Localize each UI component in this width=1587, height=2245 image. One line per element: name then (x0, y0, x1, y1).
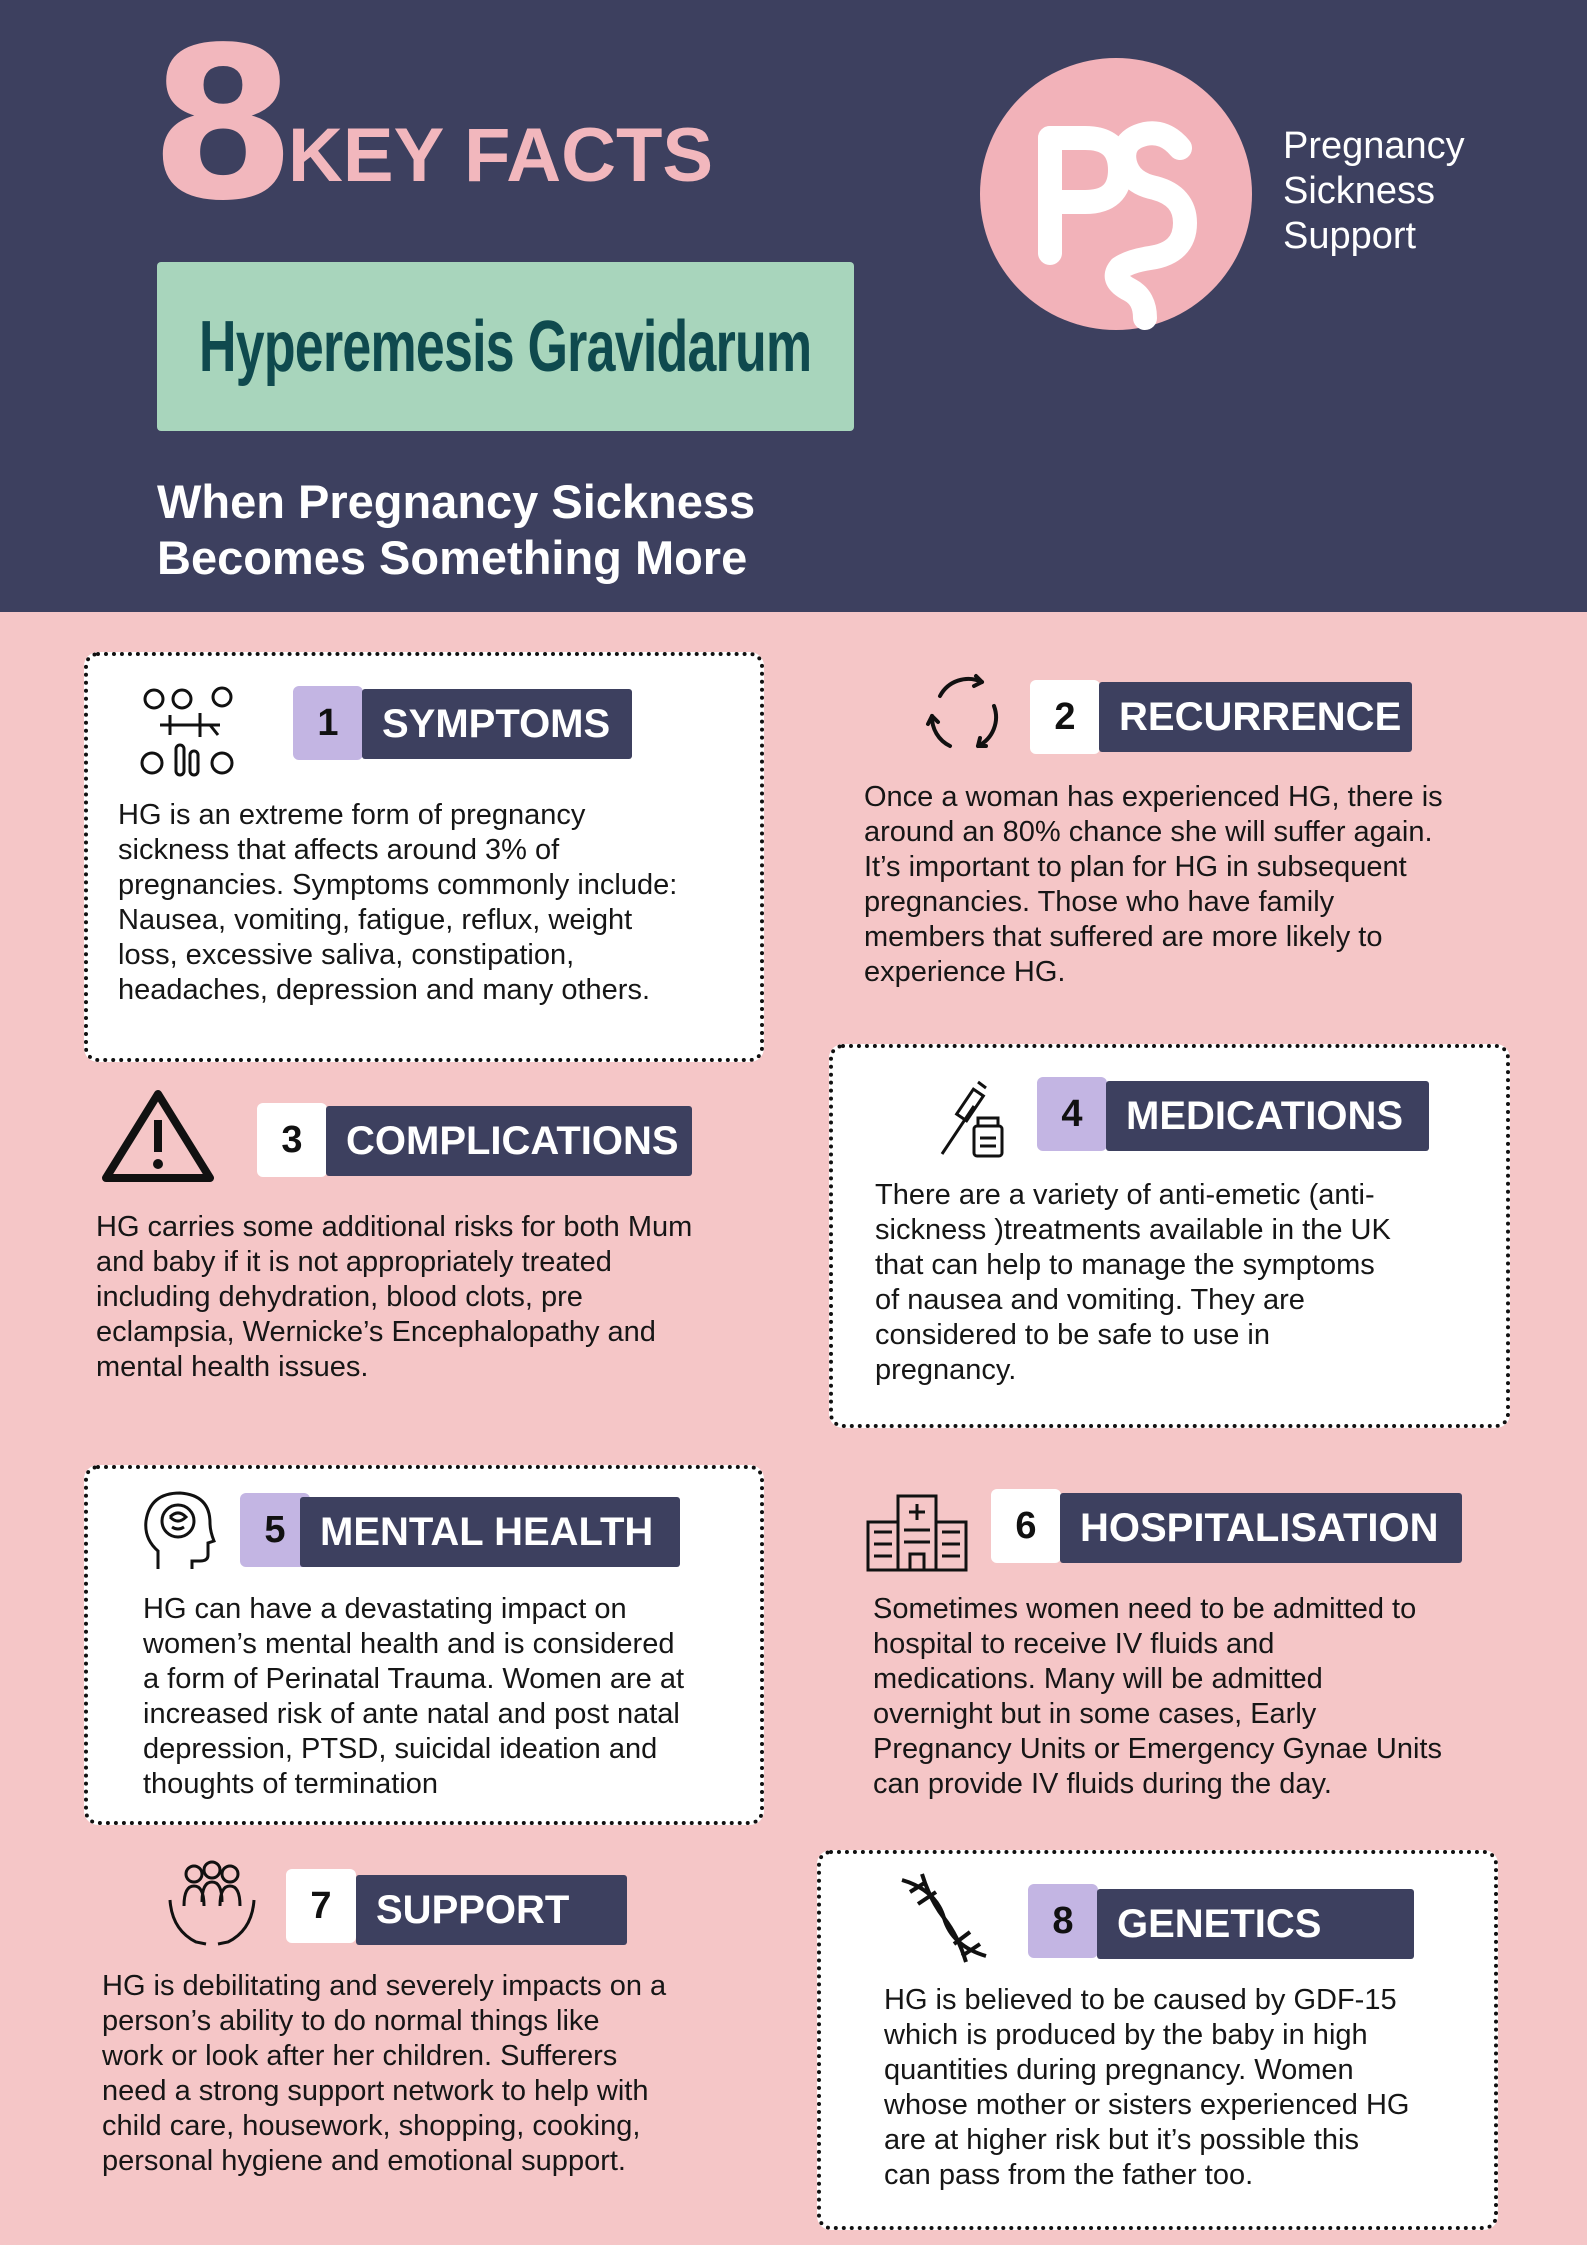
fact-number-2: 2 (1030, 680, 1100, 754)
body-line: of nausea and vomiting. They are (875, 1284, 1305, 1316)
body-line: need a strong support network to help with (102, 2075, 649, 2107)
header (0, 0, 1587, 612)
body-line: personal hygiene and emotional support. (102, 2145, 626, 2177)
body-line: Once a woman has experienced HG, there is (864, 781, 1443, 813)
warning-icon (100, 1088, 216, 1184)
recurrence-cycle-icon (920, 668, 1010, 758)
body-line: whose mother or sisters experienced HG (884, 2089, 1410, 2121)
key-facts-heading: KEY FACTS (288, 113, 714, 198)
body-line: can provide IV fluids during the day. (873, 1768, 1332, 1800)
body-line: and baby if it is not appropriately treated (96, 1246, 612, 1278)
fact-body-symptoms (118, 798, 677, 1008)
body-line: a form of Perinatal Trauma. Women are at (143, 1663, 685, 1695)
body-line: loss, excessive saliva, constipation, (118, 939, 575, 971)
fact-title-hospitalisation: HOSPITALISATION (1060, 1493, 1462, 1563)
body-line: hospital to receive IV fluids and (873, 1628, 1275, 1660)
fact-body-genetics (884, 1983, 1409, 2193)
fact-body-complications (96, 1210, 692, 1385)
body-line: which is produced by the baby in high (884, 2019, 1368, 2051)
body-line: medications. Many will be admitted (873, 1663, 1323, 1695)
logo-line-3: Support (1283, 215, 1417, 257)
body-line: experience HG. (864, 956, 1066, 988)
logo-line-1: Pregnancy (1283, 125, 1465, 167)
symptoms-icon (140, 685, 240, 785)
fact-number-8: 8 (1028, 1884, 1098, 1958)
body-line: child care, housework, shopping, cooking, (102, 2110, 641, 2142)
body-line: depression, PTSD, suicidal ideation and (143, 1733, 658, 1765)
fact-title-complications: COMPLICATIONS (326, 1106, 692, 1176)
hospital-icon (864, 1490, 970, 1572)
fact-body-mental-health (143, 1592, 684, 1802)
body-line: sickness that affects around 3% of (118, 834, 560, 866)
fact-title-support: SUPPORT (356, 1875, 627, 1945)
body-line: eclampsia, Wernicke’s Encephalopathy and (96, 1316, 656, 1348)
dna-icon (896, 1870, 992, 1966)
support-hands-icon (166, 1860, 258, 1948)
body-line: work or look after her children. Sufferers (102, 2040, 618, 2072)
body-line: pregnancies. Symptoms commonly include: (118, 869, 678, 901)
body-line: pregnancies. Those who have family (864, 886, 1335, 918)
fact-number-6: 6 (991, 1489, 1061, 1563)
fact-body-support (102, 1969, 666, 2179)
hg-title-banner (157, 262, 854, 431)
fact-number-3: 3 (257, 1103, 327, 1177)
subtitle-line-1: When Pregnancy Sickness (157, 475, 756, 528)
body-line: person’s ability to do normal things like (102, 2005, 600, 2037)
fact-body-medications (875, 1178, 1391, 1388)
big-number-eight: 8 (150, 2, 291, 247)
body-line: mental health issues. (96, 1351, 369, 1383)
body-line: Pregnancy Units or Emergency Gynae Units (873, 1733, 1442, 1765)
medications-icon (934, 1076, 1010, 1160)
body-line: HG is an extreme form of pregnancy (118, 799, 586, 831)
body-line: Nausea, vomiting, fatigue, reflux, weight (118, 904, 633, 936)
body-line: It’s important to plan for HG in subsequent (864, 851, 1407, 883)
body-line: are at higher risk but it’s possible this (884, 2124, 1359, 2156)
subtitle (157, 474, 957, 586)
fact-title-recurrence: RECURRENCE (1099, 682, 1412, 752)
body-line: around an 80% chance she will suffer again. (864, 816, 1433, 848)
body-line: can pass from the father too. (884, 2159, 1254, 2191)
body-line: quantities during pregnancy. Women (884, 2054, 1354, 2086)
fact-title-genetics: GENETICS (1097, 1889, 1414, 1959)
hg-title: Hyperemesis Gravidarum (199, 306, 812, 387)
logo-mark: PS (980, 58, 982, 59)
body-line: increased risk of ante natal and post natal (143, 1698, 680, 1730)
mental-health-head-icon (140, 1487, 216, 1573)
body-line: HG is believed to be caused by GDF-15 (884, 1984, 1397, 2016)
ps-logo-icon (980, 58, 1252, 330)
fact-body-recurrence (864, 780, 1443, 990)
subtitle-line-2: Becomes Something More (157, 531, 748, 584)
fact-number-4: 4 (1037, 1077, 1107, 1151)
body-line: HG can have a devastating impact on (143, 1593, 627, 1625)
fact-title-mental-health: MENTAL HEALTH (300, 1497, 680, 1567)
body-line: sickness )treatments available in the UK (875, 1214, 1391, 1246)
body-line: HG carries some additional risks for both Mum (96, 1211, 693, 1243)
body-line: women’s mental health and is considered (143, 1628, 675, 1660)
logo-text (1283, 124, 1465, 259)
body-line: that can help to manage the symptoms (875, 1249, 1375, 1281)
body-line: Sometimes women need to be admitted to (873, 1593, 1417, 1625)
fact-number-7: 7 (286, 1869, 356, 1943)
body-line: HG is debilitating and severely impacts on a (102, 1970, 667, 2002)
fact-body-hospitalisation (873, 1592, 1442, 1802)
body-line: members that suffered are more likely to (864, 921, 1383, 953)
logo-line-2: Sickness (1283, 170, 1436, 212)
body-line: pregnancy. (875, 1354, 1017, 1386)
logo (980, 58, 1252, 330)
body-line: overnight but in some cases, Early (873, 1698, 1317, 1730)
fact-title-symptoms: SYMPTOMS (362, 689, 632, 759)
fact-title-medications: MEDICATIONS (1106, 1081, 1429, 1151)
body-line: There are a variety of anti-emetic (anti- (875, 1179, 1375, 1211)
body-line: headaches, depression and many others. (118, 974, 651, 1006)
body-line: including dehydration, blood clots, pre (96, 1281, 583, 1313)
body-line: considered to be safe to use in (875, 1319, 1270, 1351)
fact-number-1: 1 (293, 686, 363, 760)
fact-number-5: 5 (240, 1493, 310, 1567)
body-line: thoughts of termination (143, 1768, 439, 1800)
